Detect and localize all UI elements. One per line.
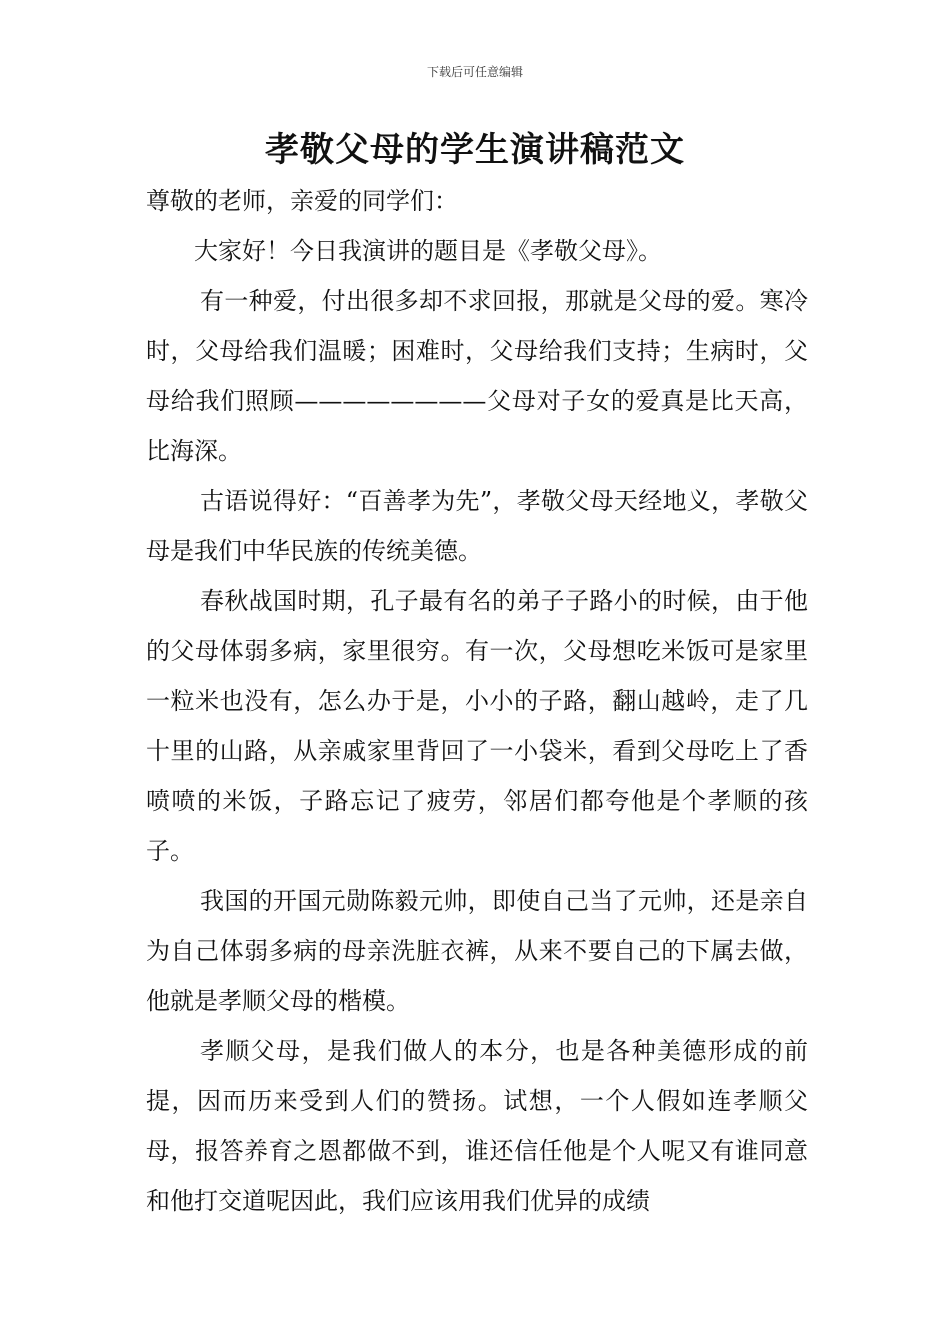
paragraph-proverb: 古语说得好：“百善孝为先”，孝敬父母天经地义，孝敬父母是我们中华民族的传统美德。 — [146, 487, 808, 565]
paragraph-chen-yi: 我国的开国元勋陈毅元帅，即使自己当了元帅，还是亲自为自己体弱多病的母亲洗脏衣裤，从来不要自己的下属去做，他就是孝顺父母的楷模。 — [146, 887, 808, 1015]
document-body — [146, 176, 808, 1226]
paragraph-greeting: 尊敬的老师，亲爱的同学们： — [146, 187, 458, 215]
paragraph-filial-piety: 孝顺父母，是我们做人的本分，也是各种美德形成的前提，因而历来受到人们的赞扬。试想，一个人假如连孝顺父母，报答养育之恩都做不到，谁还信任他是个人呢又有谁同意和他打交道呢因此，我们应该用我们优异的成绩 — [146, 1037, 808, 1215]
paragraph-parents-love: 有一种爱，付出很多却不求回报，那就是父母的爱。寒冷时，父母给我们温暖；困难时，父母给我们支持；生病时，父母给我们照顾————————父母对子女的爱真是比天高，比海深。 — [146, 287, 808, 465]
document-title: 孝敬父母的学生演讲稿范文 — [265, 130, 685, 170]
paragraph-zilu-story: 春秋战国时期，孔子最有名的弟子子路小的时候，由于他的父母体弱多病，家里很穷。有一次，父母想吃米饭可是家里一粒米也没有，怎么办于是，小小的子路，翻山越岭，走了几十里的山路，从亲戚家里背回了一小袋米，看到父母吃上了香喷喷的米饭，子路忘记了疲劳，邻居们都夸他是个孝顺的孩子。 — [146, 587, 808, 865]
paragraph-intro: 大家好！今日我演讲的题目是《孝敬父母》。 — [194, 237, 662, 265]
header-note: 下载后可任意编辑 — [426, 65, 523, 79]
